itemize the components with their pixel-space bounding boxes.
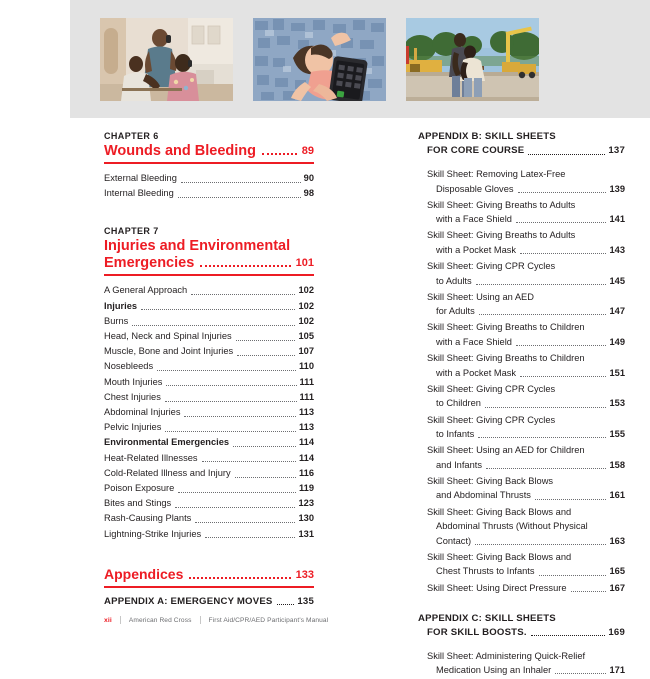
chapter-7-title-line2: Emergencies xyxy=(104,255,195,272)
appendices-block xyxy=(104,566,314,609)
appendix-b-block xyxy=(418,130,625,595)
appendix-b-head-line1: APPENDIX B: SKILL SHEETS xyxy=(418,131,556,142)
skill-sheet-line2: Disposable Gloves xyxy=(436,183,514,194)
appendix-b-head-line2-row[interactable] xyxy=(427,144,625,158)
leader-dots xyxy=(539,575,607,576)
entry-label: Head, Neck and Spinal Injuries xyxy=(104,331,232,342)
skill-sheet-line1: Skill Sheet: Giving CPR Cycles xyxy=(427,261,556,272)
leader-dots xyxy=(184,416,296,417)
entry-page: 113 xyxy=(299,407,314,418)
entry-label: Heat-Related Illnesses xyxy=(104,452,198,463)
appendix-c-page: 169 xyxy=(608,626,625,638)
skill-sheet-entry[interactable] xyxy=(427,198,625,227)
leader-dots xyxy=(178,492,296,493)
leader-dots xyxy=(518,192,607,193)
header-photo-band xyxy=(70,0,650,118)
toc-left-column xyxy=(104,130,314,679)
skill-sheet-line2-row xyxy=(436,396,625,411)
entry-page: 114 xyxy=(299,437,314,448)
appendix-a-page: 135 xyxy=(297,595,314,607)
leader-dots xyxy=(476,284,607,285)
toc-entry[interactable] xyxy=(104,481,314,496)
appendix-a-entry[interactable] xyxy=(104,595,314,609)
skill-sheet-page: 151 xyxy=(609,367,625,378)
entry-label: External Bleeding xyxy=(104,173,177,183)
skill-sheet-line2-row xyxy=(436,212,625,227)
skill-sheet-entry[interactable] xyxy=(427,505,625,549)
entry-label: Pelvic Injuries xyxy=(104,422,162,433)
leader-dots xyxy=(189,577,290,579)
skill-sheet-page: 153 xyxy=(609,398,625,409)
skill-sheet-entry[interactable] xyxy=(427,290,625,319)
skill-sheet-line3-row xyxy=(436,534,625,549)
photo-construction-site-aid xyxy=(406,18,539,101)
appendix-c-head-line2-row[interactable] xyxy=(427,626,625,640)
appendices-page: 133 xyxy=(295,568,314,581)
appendices-title: Appendices xyxy=(104,565,184,582)
chapter-6-kicker: CHAPTER 6 xyxy=(104,131,159,141)
skill-sheet-line2: with a Pocket Mask xyxy=(436,244,517,255)
chapter-7-page: 101 xyxy=(295,257,314,270)
leader-dots xyxy=(516,345,607,346)
entry-label: Nosebleeds xyxy=(104,361,154,372)
skill-sheet-line2: to Children xyxy=(436,398,481,409)
entry-page: 114 xyxy=(299,452,314,463)
skill-sheet-page: 165 xyxy=(609,566,625,577)
skill-sheet-line1: Skill Sheet: Giving Back Blows xyxy=(427,475,554,486)
skill-sheet-line1: Skill Sheet: Giving Back Blows and xyxy=(427,506,572,517)
toc-entry[interactable] xyxy=(104,186,314,201)
chapter-7-title-row2 xyxy=(104,255,314,271)
skill-sheet-line2-row xyxy=(436,564,625,579)
leader-dots xyxy=(166,385,296,386)
skill-sheet-entry[interactable] xyxy=(427,649,625,678)
appendix-c-block xyxy=(418,612,625,678)
leader-dots xyxy=(165,401,297,402)
leader-dots xyxy=(520,376,606,377)
toc-entry[interactable] xyxy=(104,435,314,450)
table-of-contents xyxy=(0,130,650,679)
entry-page: 119 xyxy=(299,483,314,494)
appendix-b-head-line2: FOR CORE COURSE xyxy=(427,145,525,156)
appendix-c-head-line2: FOR SKILL BOOSTS. xyxy=(427,626,527,638)
toc-entry[interactable] xyxy=(104,496,314,511)
entry-page: 111 xyxy=(299,391,314,402)
skill-sheet-line1: Skill Sheet: Using Direct Pressure xyxy=(427,582,567,593)
skill-sheet-entry[interactable] xyxy=(427,550,625,579)
leader-dots xyxy=(528,154,605,155)
leader-dots xyxy=(555,673,606,674)
toc-entry[interactable] xyxy=(104,466,314,481)
leader-dots xyxy=(485,407,607,408)
toc-entry[interactable] xyxy=(104,451,314,466)
leader-dots xyxy=(531,635,606,636)
footer-divider xyxy=(120,616,121,624)
toc-entry[interactable] xyxy=(104,511,314,526)
chapter-7-title-line1: Injuries and Environmental xyxy=(104,238,291,255)
skill-sheet-line2: with a Face Shield xyxy=(436,214,512,225)
skill-sheet-line2: with a Pocket Mask xyxy=(436,367,517,378)
skill-sheet-line1: Skill Sheet: Using an AED xyxy=(427,291,534,302)
skill-sheet-entry[interactable] xyxy=(427,259,625,288)
skill-sheet-entry[interactable] xyxy=(427,167,625,196)
leader-dots xyxy=(141,309,295,310)
leader-dots xyxy=(479,314,607,315)
skill-sheet-line2: and Abdominal Thrusts xyxy=(436,490,531,501)
photo-child-on-pavement xyxy=(253,18,386,101)
leader-dots xyxy=(178,197,301,198)
appendix-b-page: 137 xyxy=(608,145,625,156)
appendix-a-label: APPENDIX A: EMERGENCY MOVES xyxy=(104,595,273,607)
appendix-c-head-line1: APPENDIX C: SKILL SHEETS xyxy=(418,612,556,624)
chapter-6-page: 89 xyxy=(301,145,314,157)
skill-sheet-line1: Skill Sheet: Giving Breaths to Children xyxy=(427,353,585,364)
appendices-title-row[interactable] xyxy=(104,566,314,583)
entry-page: 113 xyxy=(299,422,314,433)
entry-label: Internal Bleeding xyxy=(104,188,174,199)
entry-page: 131 xyxy=(298,528,314,539)
leader-dots xyxy=(478,437,606,438)
toc-entry[interactable] xyxy=(104,359,314,374)
leader-dots xyxy=(237,355,295,356)
leader-dots xyxy=(262,153,297,155)
skill-sheet-line2-row xyxy=(436,488,625,503)
toc-entry[interactable] xyxy=(104,527,314,542)
entry-label: Muscle, Bone and Joint Injuries xyxy=(104,346,234,357)
page-footer xyxy=(104,616,336,624)
entry-page: 116 xyxy=(299,467,314,478)
skill-sheet-line2: Abdominal Thrusts (Without Physical xyxy=(436,521,588,532)
leader-dots xyxy=(475,544,606,545)
section-spacer xyxy=(418,597,625,612)
footer-divider xyxy=(200,616,201,624)
leader-dots xyxy=(132,325,295,326)
leader-dots xyxy=(191,294,295,295)
photo-family-calling-for-help xyxy=(100,18,233,101)
skill-sheet-line1: Skill Sheet: Giving Back Blows and xyxy=(427,551,572,562)
entry-label: Burns xyxy=(104,315,129,326)
skill-sheet-line2-row xyxy=(436,304,625,319)
leader-dots xyxy=(205,537,295,538)
leader-dots xyxy=(165,431,296,432)
skill-sheet-page: 143 xyxy=(609,244,625,255)
folio-page-number: xii xyxy=(104,616,112,624)
section-spacer xyxy=(104,203,314,225)
entry-page: 107 xyxy=(298,346,314,357)
skill-sheet-page: 161 xyxy=(609,490,625,501)
toc-entry[interactable] xyxy=(104,329,314,344)
entry-page: 105 xyxy=(298,331,314,342)
section-spacer xyxy=(104,544,314,566)
entry-label: Poison Exposure xyxy=(104,483,175,494)
chapter-6-title-row[interactable] xyxy=(104,143,314,159)
skill-sheet-line2-row xyxy=(436,274,625,289)
leader-dots xyxy=(236,340,296,341)
leader-dots xyxy=(200,265,290,267)
entry-label: A General Approach xyxy=(104,285,188,296)
skill-sheet-line2-row xyxy=(436,335,625,350)
entry-page: 110 xyxy=(299,361,314,372)
toc-entry[interactable] xyxy=(104,405,314,420)
header-photo-row xyxy=(100,18,539,101)
entry-page: 130 xyxy=(298,513,314,524)
skill-sheet-page: 171 xyxy=(609,665,625,676)
skill-sheet-entry[interactable] xyxy=(427,413,625,442)
toc-entry[interactable] xyxy=(104,283,314,298)
leader-dots xyxy=(516,222,607,223)
appendices-rule xyxy=(104,586,314,588)
skill-sheet-line2: Chest Thrusts to Infants xyxy=(436,566,535,577)
leader-dots xyxy=(571,591,607,592)
toc-entry[interactable] xyxy=(104,390,314,405)
leader-dots xyxy=(175,507,295,508)
entry-page: 102 xyxy=(298,300,314,311)
footer-manual-title: First Aid/CPR/AED Participant's Manual xyxy=(208,616,329,624)
entry-page: 90 xyxy=(303,173,314,183)
leader-dots xyxy=(181,182,301,183)
toc-right-column xyxy=(418,130,625,679)
entry-page: 111 xyxy=(299,376,314,387)
skill-sheet-line1: Skill Sheet: Giving CPR Cycles xyxy=(427,414,556,425)
skill-sheet-line2-row xyxy=(436,243,625,258)
entry-page: 102 xyxy=(298,285,314,296)
toc-entry[interactable] xyxy=(104,420,314,435)
skill-sheet-line2: to Adults xyxy=(436,275,472,286)
skill-sheet-page: 147 xyxy=(609,306,625,317)
leader-dots xyxy=(277,604,295,605)
skill-sheet-line2-row xyxy=(436,663,625,678)
skill-sheet-page: 141 xyxy=(609,214,625,225)
skill-sheet-line1: Skill Sheet: Using an AED for Children xyxy=(427,445,585,456)
leader-dots xyxy=(486,468,606,469)
skill-sheet-line1: Skill Sheet: Administering Quick-Relief xyxy=(427,650,586,661)
footer-organization: American Red Cross xyxy=(128,616,192,624)
entry-label: Lightning-Strike Injuries xyxy=(104,528,202,539)
toc-entry[interactable] xyxy=(104,299,314,314)
skill-sheet-line1: Skill Sheet: Giving Breaths to Adults xyxy=(427,230,576,241)
leader-dots xyxy=(195,522,295,523)
skill-sheet-line2: for Adults xyxy=(436,306,475,317)
skill-sheet-line2: and Infants xyxy=(436,459,483,470)
chapter-7-rule xyxy=(104,274,314,276)
skill-sheet-line2-row xyxy=(436,458,625,473)
leader-dots xyxy=(235,477,296,478)
skill-sheet-line2: Medication Using an Inhaler xyxy=(436,665,552,676)
skill-sheet-line2-row xyxy=(436,182,625,197)
skill-sheet-page: 149 xyxy=(609,337,625,348)
skill-sheet-line1: Skill Sheet: Giving Breaths to Children xyxy=(427,322,585,333)
skill-sheet-line1: Skill Sheet: Removing Latex-Free xyxy=(427,169,566,179)
spacer xyxy=(418,158,625,167)
entry-label: Abdominal Injuries xyxy=(104,407,181,418)
spacer xyxy=(418,640,625,649)
chapter-7-kicker: CHAPTER 7 xyxy=(104,226,159,237)
entry-label: Injuries xyxy=(104,300,138,311)
skill-sheet-entry[interactable] xyxy=(427,320,625,349)
skill-sheet-page: 158 xyxy=(609,459,625,470)
skill-sheet-page: 139 xyxy=(609,183,625,194)
leader-dots xyxy=(520,253,606,254)
entry-label: Bites and Stings xyxy=(104,498,172,509)
skill-sheet-page: 167 xyxy=(609,582,625,593)
entry-label: Mouth Injuries xyxy=(104,376,163,387)
leader-dots xyxy=(157,370,296,371)
chapter-6-title: Wounds and Bleeding xyxy=(104,143,256,159)
skill-sheet-line2: with a Face Shield xyxy=(436,337,512,348)
skill-sheet-entry[interactable] xyxy=(427,228,625,257)
skill-sheet-line1: Skill Sheet: Giving CPR Cycles xyxy=(427,383,556,394)
toc-entry[interactable] xyxy=(104,314,314,329)
toc-entry[interactable] xyxy=(104,344,314,359)
skill-sheet-entry[interactable] xyxy=(427,382,625,411)
skill-sheet-line2-row xyxy=(436,366,625,381)
skill-sheet-entry[interactable] xyxy=(427,581,625,596)
entry-label: Environmental Emergencies xyxy=(104,437,230,448)
leader-dots xyxy=(202,461,296,462)
skill-sheet-entry[interactable] xyxy=(427,474,625,503)
chapter-block-7 xyxy=(104,225,314,541)
entry-page: 102 xyxy=(298,315,314,326)
skill-sheet-page: 155 xyxy=(609,429,625,440)
entry-label: Chest Injuries xyxy=(104,391,161,402)
chapter-6-rule xyxy=(104,162,314,164)
skill-sheet-page: 145 xyxy=(609,275,625,286)
skill-sheet-entry[interactable] xyxy=(427,443,625,472)
chapter-7-title-wrap[interactable] xyxy=(104,238,314,271)
entry-label: Cold-Related Illness and Injury xyxy=(104,467,231,478)
toc-entry[interactable] xyxy=(104,171,314,186)
toc-entry[interactable] xyxy=(104,375,314,390)
leader-dots xyxy=(233,446,296,447)
entry-page: 123 xyxy=(298,498,314,509)
skill-sheet-line3: Contact) xyxy=(436,535,472,546)
entry-page: 98 xyxy=(303,188,314,199)
skill-sheet-line2: to Infants xyxy=(436,429,475,440)
skill-sheet-line1: Skill Sheet: Giving Breaths to Adults xyxy=(427,199,576,210)
leader-dots xyxy=(535,499,607,500)
chapter-block-6 xyxy=(104,130,314,201)
skill-sheet-entry[interactable] xyxy=(427,351,625,380)
skill-sheet-page: 163 xyxy=(609,535,625,546)
entry-label: Rash-Causing Plants xyxy=(104,513,192,524)
skill-sheet-line2-row xyxy=(436,427,625,442)
